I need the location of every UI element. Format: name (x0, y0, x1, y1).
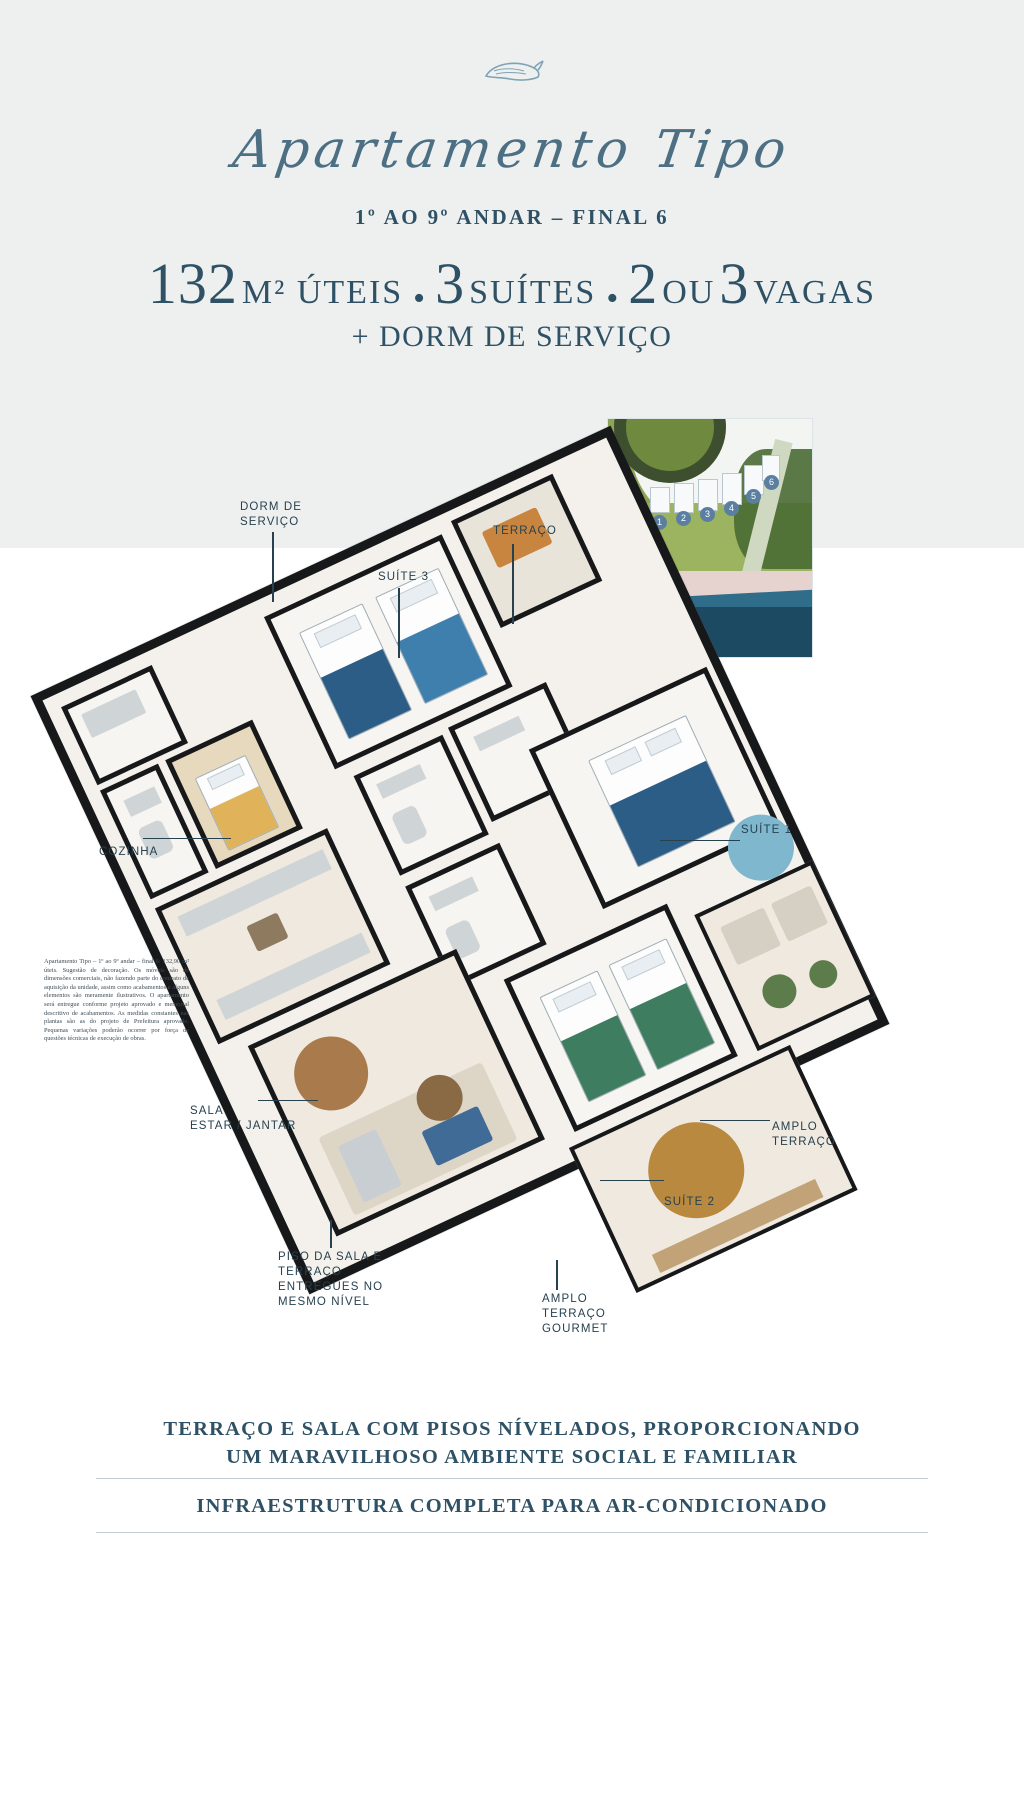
label-amplo-terraco-line2: TERRAÇO (772, 1136, 836, 1148)
label-suite-1: SUÍTE 1 (741, 824, 793, 836)
bed-blanket (630, 983, 714, 1069)
label-amplo-terraco (772, 1120, 892, 1150)
label-sala-line1: SALA (190, 1105, 224, 1117)
pillow (314, 614, 362, 648)
label-gourmet-line3: GOURMET (542, 1323, 609, 1335)
leader-line-gourmet (556, 1260, 558, 1290)
footer-highlight-1 (0, 1415, 1024, 1471)
sink-icon (473, 716, 525, 752)
bed-blanket (321, 649, 411, 739)
leader-line-suite-2 (600, 1180, 664, 1181)
headline (0, 250, 1024, 318)
area-number: 132 (147, 251, 238, 316)
bed-blanket (561, 1015, 645, 1101)
footer-divider-top (96, 1478, 928, 1479)
bed-suite1-queen (588, 715, 736, 868)
keyplan-number-5: 5 (746, 489, 761, 504)
label-terraco: TERRAÇO (493, 525, 557, 537)
footer-highlight-2: INFRAESTRUTURA COMPLETA PARA AR-CONDICIONADO (196, 1495, 828, 1517)
pillow (552, 981, 596, 1012)
bed-blanket (610, 760, 734, 866)
label-sala-line2: ESTAR / JANTAR (190, 1120, 297, 1132)
suites-number: 3 (435, 251, 466, 316)
label-amplo-terraco-line1: AMPLO (772, 1121, 818, 1133)
pillow (621, 949, 665, 980)
vagas-number-a: 2 (628, 251, 659, 316)
label-piso-line4: MESMO NÍVEL (278, 1296, 370, 1308)
leader-line-suite-3 (398, 588, 400, 658)
floorplan (0, 460, 1024, 1390)
pillow (644, 728, 682, 757)
label-dorm-servico-line1: DORM DE (240, 501, 303, 513)
label-dorm-servico (240, 500, 360, 530)
whale-icon (0, 56, 1024, 97)
headline-separator-2: • (606, 280, 619, 318)
keyplan-number-2: 2 (676, 511, 691, 526)
leader-line-terraco (512, 544, 514, 624)
sink-icon (376, 764, 426, 799)
bed-single (195, 755, 280, 851)
vagas-number-b: 3 (719, 251, 750, 316)
area-unit: M² ÚTEIS (241, 274, 404, 311)
laundry-sink (81, 689, 146, 738)
label-piso-line1: PISO DA SALA E (278, 1251, 383, 1263)
headline-secondary: + DORM DE SERVIÇO (351, 320, 673, 353)
leader-line-piso (330, 1220, 332, 1248)
vagas-word: VAGAS (753, 274, 877, 311)
suites-word: SUÍTES (469, 274, 597, 311)
footer-highlight-1-line1: TERRAÇO E SALA COM PISOS NÍVELADOS, PROPORCIONANDO (163, 1418, 861, 1440)
label-dorm-servico-line2: SERVIÇO (240, 516, 300, 528)
label-cozinha: COZINHA (99, 846, 159, 858)
plant-icon (757, 969, 802, 1014)
sink-icon (429, 876, 479, 911)
cooktop-icon (246, 912, 289, 952)
label-piso-nivelado (278, 1250, 428, 1310)
legal-disclaimer: Apartamento Tipo – 1º ao 9º andar – final 6: 132,90 m² úteis. Sugestão de decoração. Os móveis são de dimensões comerciais, não fazendo parte do contrato de aquisição da unidade, assim como acabamentos e alguns elementos são meramente ilustrativos. O apartamento será entregue conforme projeto aprovado e memorial descritivo de acabamentos. As medidas constantes nas plantas são as do projeto de Prefeitura aprovado. Pequenas variações poderão ocorrer por força de questões técnicas de execução de obras. (44, 958, 189, 1043)
label-gourmet-line2: TERRAÇO (542, 1308, 606, 1320)
keyplan-number-6: 6 (764, 475, 779, 490)
leader-line-suite-1 (660, 840, 740, 841)
keyplan-number-3: 3 (700, 507, 715, 522)
pillow (207, 763, 245, 790)
footer-divider-bottom (96, 1532, 928, 1533)
label-piso-line3: ENTREGUES NO (278, 1281, 384, 1293)
vagas-or: OU (662, 274, 716, 311)
lounge-chair (720, 907, 781, 965)
subtitle: 1º AO 9º ANDAR – FINAL 6 (354, 205, 670, 229)
footer-highlight-1-line2: UM MARAVILHOSO AMBIENTE SOCIAL E FAMILIAR (226, 1446, 798, 1468)
floorplan-drawing (20, 470, 900, 1370)
plant-icon (805, 956, 842, 993)
keyplan-number-1: 1 (652, 515, 667, 530)
pillow (605, 746, 643, 775)
headline-separator-1: • (413, 280, 426, 318)
apartment-outline (31, 426, 890, 1295)
bed-blanket (397, 613, 487, 703)
leader-line-dorm-servico (272, 532, 274, 602)
lounge-chair (771, 885, 829, 942)
toilet-icon (391, 804, 429, 846)
leader-line-sala (258, 1100, 318, 1101)
leader-line-cozinha (143, 838, 231, 839)
bed-blanket (210, 786, 278, 850)
label-gourmet-line1: AMPLO (542, 1293, 588, 1305)
label-terraco-gourmet (542, 1292, 662, 1337)
footer (0, 1390, 1024, 1810)
leader-line-amplo-terraco (700, 1120, 770, 1121)
label-piso-line2: TERRAÇO (278, 1266, 342, 1278)
label-suite-3: SUÍTE 3 (378, 571, 430, 583)
label-sala-estar-jantar (190, 1104, 310, 1134)
page-title: Apartamento Tipo (229, 120, 795, 180)
keyplan-number-4: 4 (724, 501, 739, 516)
sink-icon (123, 786, 161, 817)
label-suite-2: SUÍTE 2 (664, 1196, 716, 1208)
